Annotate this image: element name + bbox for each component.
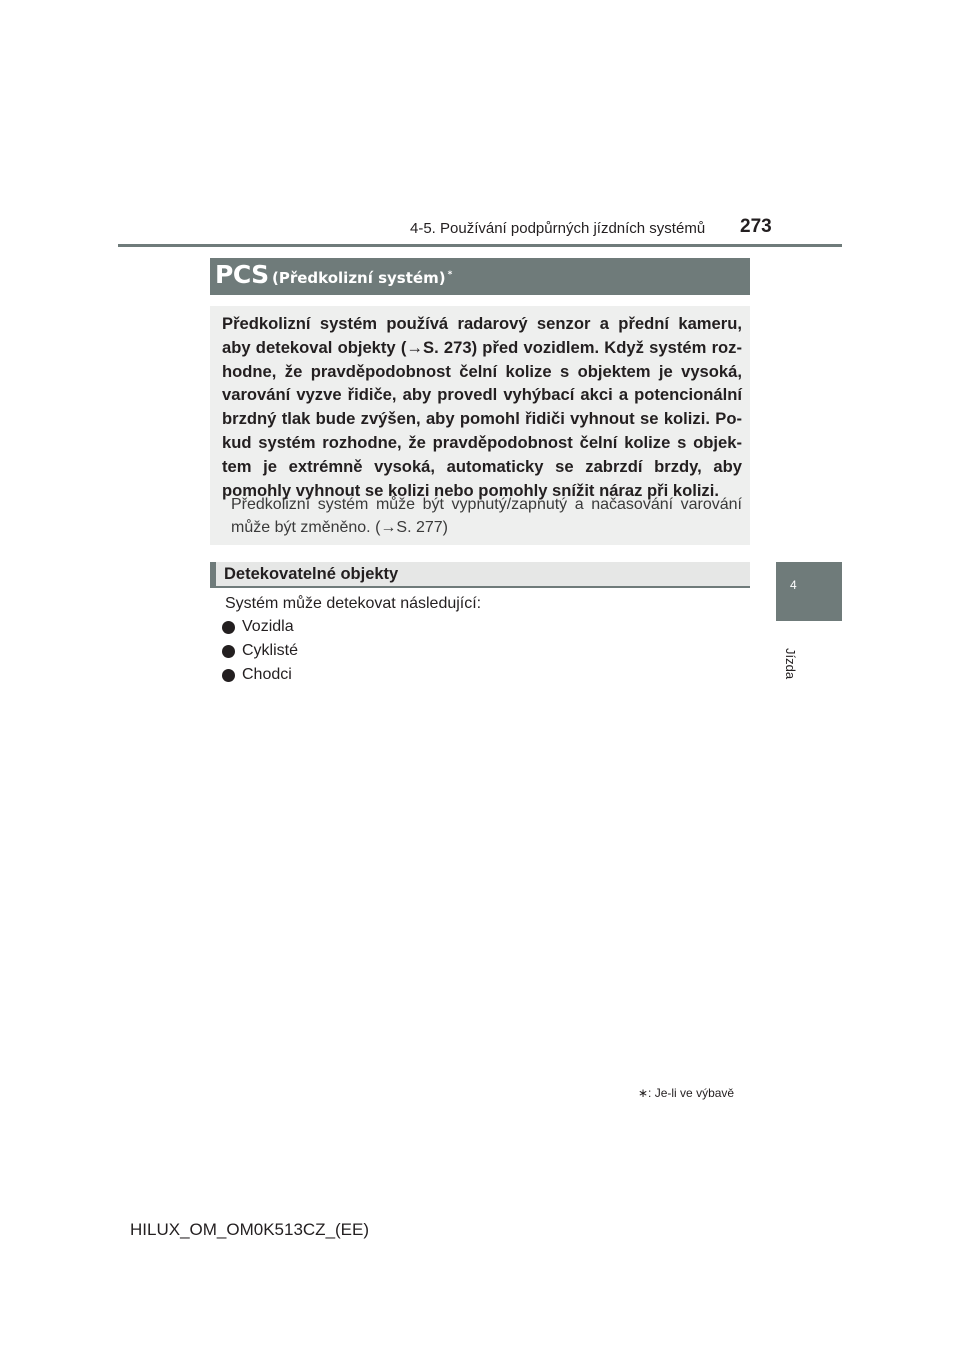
header-divider [118, 244, 842, 247]
intro-line: aby detekoval objekty (→S. 273) před vozidlem. Když systém roz- [222, 337, 742, 357]
intro-line: tem je extrémně vysoká, automaticky se zabrzdí brzdy, aby [222, 456, 742, 476]
section-title-bar [210, 258, 750, 295]
bullet-icon [222, 621, 235, 634]
list-item-label: Vozidla [242, 618, 294, 635]
intro-line: pomohly vyhnout se kolizi nebo pomohly snížit náraz při kolizi. [222, 480, 719, 500]
list-item [222, 618, 294, 636]
intro-line: brzdný tlak bude zvýšen, aby pomohl řidiči vyhnout se kolizi. Po- [222, 409, 742, 429]
section-title-sub-text: (Předkolizní systém) [272, 269, 446, 287]
bullet-icon [222, 669, 235, 682]
intro-line: varování vyzve řidiče, aby provedl vyhýbací akci a potencionální [222, 385, 742, 405]
list-intro: Systém může detekovat následující: [225, 595, 482, 612]
subsection-title-bar [210, 562, 750, 588]
header-section-title: 4-5. Používání podpůrných jízdních systémů [410, 220, 706, 237]
section-title-main: PCS [215, 260, 269, 289]
list-item [222, 666, 292, 684]
intro-note: Předkolizní systém může být vypnutý/zapnutý a načasování varování může být změněno. (→S. 277) [231, 496, 742, 536]
bullet-icon [222, 645, 235, 658]
availability-star: * [447, 270, 453, 280]
list-item-label: Chodci [242, 666, 292, 683]
intro-line: kud systém rozhodne, že pravděpodobnost čelní kolize s objek- [222, 432, 742, 452]
intro-line: Předkolizní systém používá radarový senzor a přední kameru, [222, 314, 742, 333]
intro-box [210, 306, 750, 545]
subsection-title: Detekovatelné objekty [224, 565, 399, 583]
page-number: 273 [740, 216, 772, 237]
intro-line: hodne, že pravděpodobnost čelní kolize s objektem je vysoká, [222, 361, 742, 381]
footer-document-code: HILUX_OM_OM0K513CZ_(EE) [130, 1220, 370, 1239]
intro-paragraph [222, 312, 742, 502]
subsection-accent [210, 562, 216, 588]
footnote: ∗: Je-li ve výbavě [638, 1086, 735, 1100]
chapter-tab-number: 4 [790, 578, 797, 592]
section-title-sub [272, 269, 452, 287]
list-item [222, 642, 298, 660]
chapter-tab [776, 562, 842, 621]
chapter-tab-label: Jízda [783, 648, 798, 680]
list-item-label: Cyklisté [242, 642, 299, 659]
